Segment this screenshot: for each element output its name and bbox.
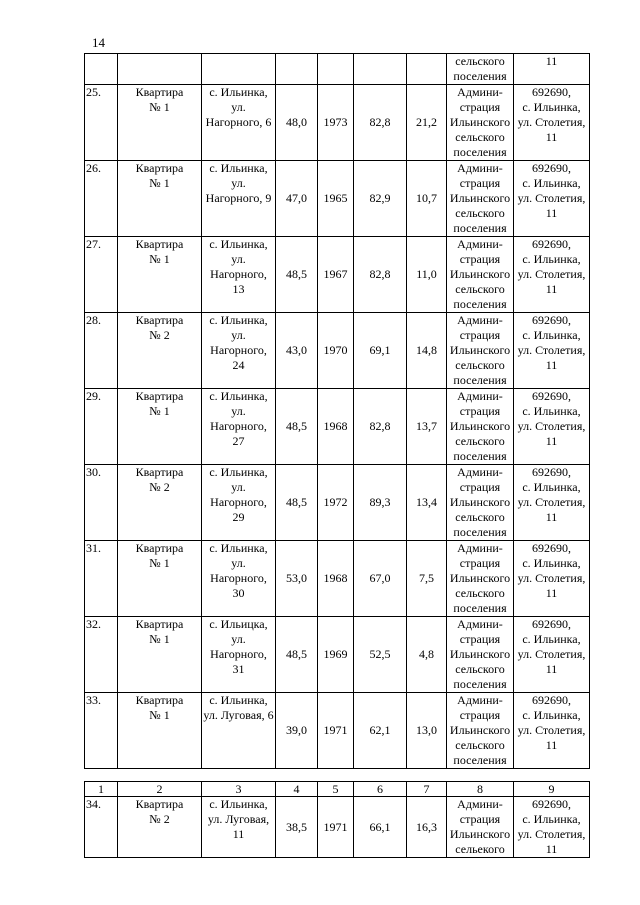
table-row [85, 161, 590, 237]
value-cell: 16,3 [407, 797, 447, 858]
area-cell: 48,5 [276, 617, 318, 693]
address-cell: 692690, с. Ильинка, ул. Столетия, 11 [514, 389, 590, 465]
year-cell: 1968 [318, 389, 354, 465]
object-cell: Квартира № 2 [118, 465, 202, 541]
location-cell: с. Ильинка, ул. Луговая, 11 [202, 797, 276, 858]
header-cell: 9 [514, 782, 590, 797]
property-table [84, 53, 590, 769]
location-cell: с. Ильинка, ул. Нагорного, 13 [202, 237, 276, 313]
object-cell: Квартира № 1 [118, 693, 202, 769]
table-row [85, 693, 590, 769]
area-cell: 39,0 [276, 693, 318, 769]
object-cell: Квартира № 1 [118, 389, 202, 465]
year-cell: 1972 [318, 465, 354, 541]
wear-cell: 89,3 [354, 465, 407, 541]
owner-cell: сельского поселения [447, 54, 514, 85]
table-row [85, 617, 590, 693]
owner-cell: Админи- страция Ильинского сельского поселения [447, 617, 514, 693]
location-cell: с. Ильинка, ул. Нагорного, 30 [202, 541, 276, 617]
area-cell: 48,5 [276, 237, 318, 313]
value-cell: 10,7 [407, 161, 447, 237]
value-cell: 11,0 [407, 237, 447, 313]
address-cell: 692690, с. Ильинка, ул. Столетия, 11 [514, 465, 590, 541]
wear-cell: 67,0 [354, 541, 407, 617]
header-cell: 6 [354, 782, 407, 797]
owner-cell: Админи- страция Ильинского сельского поселения [447, 693, 514, 769]
row-number: 32. [85, 617, 118, 693]
address-cell: 692690, с. Ильинка, ул. Столетия, 11 [514, 797, 590, 858]
property-table-continued [84, 781, 590, 858]
object-cell: Квартира № 1 [118, 161, 202, 237]
owner-cell: Админи- страция Ильинского сельского поселения [447, 465, 514, 541]
area-cell: 48,0 [276, 85, 318, 161]
row-number: 34. [85, 797, 118, 858]
owner-cell: Админи- страция Ильинского сельского поселения [447, 389, 514, 465]
row-number: 33. [85, 693, 118, 769]
header-cell: 1 [85, 782, 118, 797]
wear-cell: 82,8 [354, 389, 407, 465]
year-cell: 1969 [318, 617, 354, 693]
row-number: 26. [85, 161, 118, 237]
table-row [85, 541, 590, 617]
owner-cell: Админи- страция Ильинского сельского поселения [447, 313, 514, 389]
location-cell: с. Ильинка, ул. Нагорного, 27 [202, 389, 276, 465]
year-cell: 1973 [318, 85, 354, 161]
area-cell: 48,5 [276, 465, 318, 541]
header-cell: 7 [407, 782, 447, 797]
wear-cell: 69,1 [354, 313, 407, 389]
row-number: 25. [85, 85, 118, 161]
location-cell: с. Ильинка, ул. Нагорного, 24 [202, 313, 276, 389]
area-cell: 38,5 [276, 797, 318, 858]
header-cell: 4 [276, 782, 318, 797]
address-cell: 692690, с. Ильинка, ул. Столетия, 11 [514, 693, 590, 769]
row-number: 31. [85, 541, 118, 617]
area-cell: 47,0 [276, 161, 318, 237]
address-cell: 692690, с. Ильинка, ул. Столетия, 11 [514, 313, 590, 389]
area-cell: 48,5 [276, 389, 318, 465]
value-cell: 13,0 [407, 693, 447, 769]
table-row [85, 389, 590, 465]
value-cell: 21,2 [407, 85, 447, 161]
year-cell: 1970 [318, 313, 354, 389]
table-row-partial [85, 54, 590, 85]
header-cell: 2 [118, 782, 202, 797]
year-cell: 1968 [318, 541, 354, 617]
year-cell: 1971 [318, 797, 354, 858]
owner-cell: Админи- страция Ильинского сельского поселения [447, 237, 514, 313]
year-cell: 1971 [318, 693, 354, 769]
value-cell: 14,8 [407, 313, 447, 389]
page-number: 14 [92, 35, 105, 50]
address-cell: 692690, с. Ильинка, ул. Столетия, 11 [514, 541, 590, 617]
table-row [85, 85, 590, 161]
object-cell: Квартира № 1 [118, 541, 202, 617]
object-cell: Квартира № 2 [118, 313, 202, 389]
owner-cell: Админи- страция Ильинского сельского поселения [447, 161, 514, 237]
year-cell: 1967 [318, 237, 354, 313]
object-cell: Квартира № 1 [118, 617, 202, 693]
owner-cell: Админи- страция Ильинского сельского поселения [447, 541, 514, 617]
column-number-header [85, 782, 590, 797]
wear-cell: 52,5 [354, 617, 407, 693]
table-row [85, 237, 590, 313]
area-cell: 53,0 [276, 541, 318, 617]
header-cell: 8 [447, 782, 514, 797]
table-row [85, 313, 590, 389]
header-cell: 5 [318, 782, 354, 797]
wear-cell: 82,8 [354, 237, 407, 313]
area-cell: 43,0 [276, 313, 318, 389]
table-row [85, 465, 590, 541]
object-cell: Квартира № 1 [118, 85, 202, 161]
header-cell: 3 [202, 782, 276, 797]
location-cell: с. Ильицка, ул. Нагорного, 31 [202, 617, 276, 693]
year-cell: 1965 [318, 161, 354, 237]
owner-cell: Админи- страция Ильинского сельского поселения [447, 85, 514, 161]
value-cell: 7,5 [407, 541, 447, 617]
row-number: 30. [85, 465, 118, 541]
location-cell: с. Ильинка, ул. Нагорного, 9 [202, 161, 276, 237]
value-cell: 13,7 [407, 389, 447, 465]
object-cell: Квартира № 1 [118, 237, 202, 313]
location-cell: с. Ильинка, ул. Нагорного, 29 [202, 465, 276, 541]
value-cell: 13,4 [407, 465, 447, 541]
wear-cell: 66,1 [354, 797, 407, 858]
address-cell: 692690, с. Ильинка, ул. Столетия, 11 [514, 85, 590, 161]
address-cell: 692690, с. Ильинка, ул. Столетия, 11 [514, 237, 590, 313]
owner-cell: Админи- страция Ильинского сельекого [447, 797, 514, 858]
address-cell: 11 [514, 54, 590, 85]
wear-cell: 62,1 [354, 693, 407, 769]
row-number: 28. [85, 313, 118, 389]
value-cell: 4,8 [407, 617, 447, 693]
row-number: 29. [85, 389, 118, 465]
location-cell: с. Ильинка, ул. Луговая, 6 [202, 693, 276, 769]
table-row [85, 797, 590, 858]
wear-cell: 82,9 [354, 161, 407, 237]
address-cell: 692690, с. Ильинка, ул. Столетия, 11 [514, 617, 590, 693]
row-number: 27. [85, 237, 118, 313]
location-cell: с. Ильинка, ул. Нагорного, 6 [202, 85, 276, 161]
object-cell: Квартира № 2 [118, 797, 202, 858]
address-cell: 692690, с. Ильинка, ул. Столетия, 11 [514, 161, 590, 237]
wear-cell: 82,8 [354, 85, 407, 161]
